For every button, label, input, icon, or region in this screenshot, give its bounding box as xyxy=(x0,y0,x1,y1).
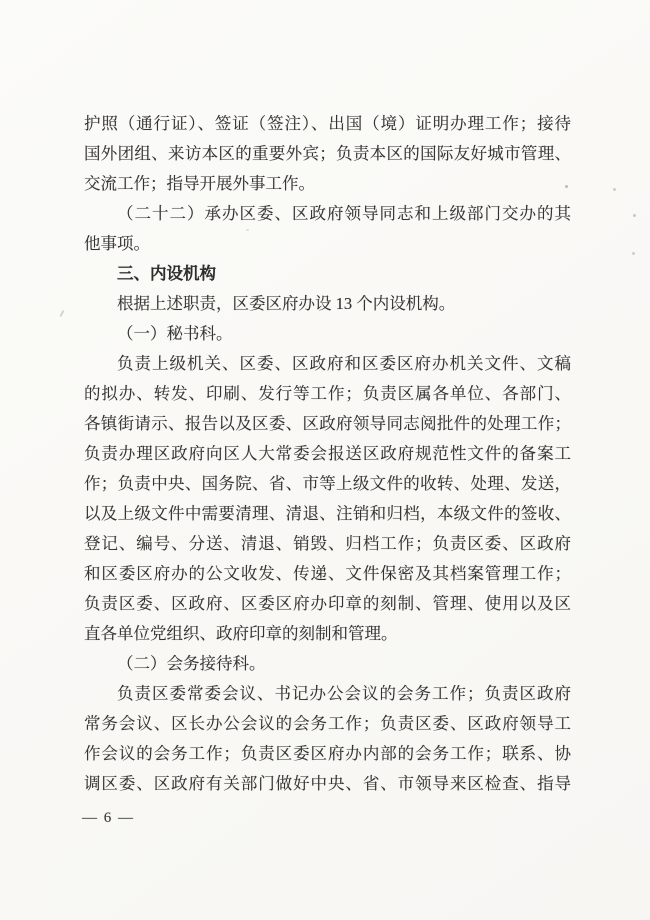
scan-speckle xyxy=(246,229,249,231)
text-line: 常务会议、区长办公会议的会务工作；负责区委、区政府领导工 xyxy=(84,714,571,733)
text-line: 负责上级机关、区委、区政府和区委区府办机关文件、文稿 xyxy=(117,354,571,373)
scan-speckle xyxy=(59,310,64,317)
text-line: 他事项。 xyxy=(84,234,150,253)
text-line: 根据上述职责，区委区府办设 13 个内设机构。 xyxy=(117,294,456,313)
text-line: 调区委、区政府有关部门做好中央、省、市领导来区检查、指导 xyxy=(84,774,571,793)
text-line: 国外团组、来访本区的重要外宾；负责本区的国际友好城市管理、 xyxy=(84,144,571,163)
text-line: 负责区委、区政府、区委区府办印章的刻制、管理、使用以及区 xyxy=(84,594,571,613)
page-number: — 6 — xyxy=(82,810,135,826)
text-line: 直各单位党组织、政府印章的刻制和管理。 xyxy=(84,624,398,643)
scan-speckle xyxy=(613,188,616,191)
text-line: 负责办理区政府向区人大常委会报送区政府规范性文件的备案工 xyxy=(84,444,571,463)
text-line: 作会议的会务工作；负责区委区府办内部的会务工作；联系、协 xyxy=(84,744,571,763)
text-line: 的拟办、转发、印刷、发行等工作；负责区属各单位、各部门、 xyxy=(84,384,571,403)
text-line: 各镇街请示、报告以及区委、区政府领导同志阅批件的处理工作； xyxy=(84,414,571,433)
text-line: 登记、编号、分送、清退、销毁、归档工作；负责区委、区政府 xyxy=(84,534,571,553)
text-line: 和区委区府办的公文收发、传递、文件保密及其档案管理工作； xyxy=(84,564,571,583)
text-line: 护照（通行证）、签证（签注）、出国（境）证明办理工作；接待 xyxy=(84,114,571,133)
scan-speckle xyxy=(632,252,635,255)
text-line: 以及上级文件中需要清理、清退、注销和归档，本级文件的签收、 xyxy=(84,504,571,523)
document-body xyxy=(84,109,571,799)
section-heading-line: 三、内设机构 xyxy=(117,265,216,283)
text-line: 作；负责中央、国务院、省、市等上级文件的收转、处理、发送， xyxy=(84,474,571,493)
scan-speckle xyxy=(633,214,636,217)
text-line: 交流工作；指导开展外事工作。 xyxy=(84,174,315,193)
text-line: （二）会务接待科。 xyxy=(117,654,266,673)
text-line: （一）秘书科。 xyxy=(117,324,233,343)
scan-speckle xyxy=(565,185,568,188)
text-line: 负责区委常委会议、书记办公会议的会务工作；负责区政府 xyxy=(117,684,571,703)
text-line: （二十二）承办区委、区政府领导同志和上级部门交办的其 xyxy=(117,204,571,223)
